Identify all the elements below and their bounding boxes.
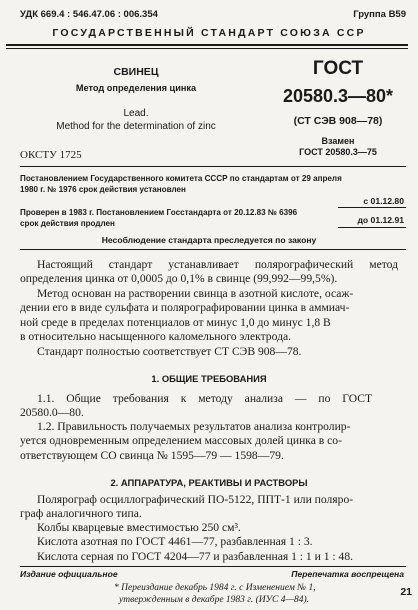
standard-subject-en: Lead. bbox=[123, 108, 149, 119]
replaces-label: Взамен bbox=[321, 136, 355, 146]
paragraph-line: Метод основан на растворении свинца в азотной кислоте, осаж- bbox=[37, 287, 354, 300]
paragraph-line: Настоящий стандарт устанавливает полярографический метод bbox=[37, 258, 398, 271]
state-standard-banner: ГОСУДАРСТВЕННЫЙ СТАНДАРТ СОЮЗА ССР bbox=[52, 27, 366, 39]
replaces-standard: ГОСТ 20580.3—75 bbox=[299, 147, 377, 157]
paragraph-line: ответствующем СО свинца № 1595—79 — 1598—79. bbox=[20, 448, 284, 462]
list-item: Кислота азотная по ГОСТ 4461—77, разбавленная 1 : 3. bbox=[37, 535, 313, 549]
decree-line-2: 1980 г. № 1976 срок действия установлен bbox=[20, 185, 186, 194]
paragraph-line: 1.1. Общие требования к методу анализа — по ГОСТ bbox=[37, 392, 373, 405]
reissue-note-line-1: * Переиздание декабрь 1984 г. с Изменением № 1, bbox=[114, 583, 316, 593]
paragraph-line: в относительно насыщенного каломельного электрода. bbox=[20, 330, 292, 344]
paragraph-line: ной среде в пределах потенциалов от минус 1,0 до минус 1,8 В bbox=[20, 315, 331, 329]
valid-from-rule bbox=[338, 207, 406, 208]
banner-rule-thin bbox=[6, 48, 408, 49]
gost-label: ГОСТ bbox=[312, 58, 364, 79]
udk-code: УДК 669.4 : 546.47.06 : 006.354 bbox=[20, 9, 158, 20]
paragraph-line: 1.2. Правильность получаемых результатов анализа контролир- bbox=[37, 420, 351, 433]
standard-subject: СВИНЕЦ bbox=[113, 66, 159, 78]
list-item: Колбы кварцевые вместимостью 250 см³. bbox=[37, 521, 241, 534]
gost-number: 20580.3—80* bbox=[282, 86, 394, 106]
paragraph-line: уется одновременным определением массовых долей цинка в со- bbox=[20, 434, 342, 448]
valid-to-rule bbox=[338, 227, 406, 228]
decree-line-1: Постановлением Государственного комитета СССР по стандартам от 29 апреля bbox=[20, 174, 342, 183]
paragraph-line: определения цинка от 0,0005 до 0,1% в свинце (99,992—99,5%). bbox=[20, 272, 338, 286]
reprint-prohibited-label: Перепечатка воспрещена bbox=[291, 569, 404, 579]
paragraph-line: дении его в виде сульфата и полярографировании цинка в аммиач- bbox=[20, 301, 350, 315]
section-2-reagent-list bbox=[20, 521, 398, 564]
list-item: Кислота серная по ГОСТ 4204—77 и разбавленная 1 : 1 и 1 : 48. bbox=[37, 549, 354, 563]
paragraph-line: Стандарт полностью соответствует СТ СЭВ 908—78. bbox=[37, 345, 302, 358]
section-1-heading: 1. ОБЩИЕ ТРЕБОВАНИЯ bbox=[151, 373, 267, 384]
intro-scope-paragraph bbox=[20, 258, 398, 287]
intro-compliance-paragraph bbox=[20, 345, 398, 359]
paragraph-line: граф аналогичного типа. bbox=[20, 507, 142, 521]
valid-to-date: до 01.12.91 bbox=[357, 215, 404, 225]
section-2-heading: 2. АППАРАТУРА, РЕАКТИВЫ И РАСТВОРЫ bbox=[110, 477, 308, 488]
group-code: Группа В59 bbox=[353, 9, 406, 20]
valid-from-date: с 01.12.80 bbox=[363, 196, 404, 206]
official-edition-label: Издание официальное bbox=[20, 569, 118, 579]
paragraph-line: 20580.0—80. bbox=[20, 406, 84, 420]
intro-method-paragraph bbox=[20, 287, 398, 345]
footer-rule bbox=[20, 566, 406, 567]
page-number: 21 bbox=[400, 586, 412, 598]
standard-method: Метод определения цинка bbox=[75, 83, 197, 93]
section-1-2-paragraph bbox=[20, 420, 398, 463]
standard-method-en: Method for the determination of zinc bbox=[56, 121, 216, 132]
decree-bottom-rule bbox=[20, 249, 406, 250]
banner-rule-thick bbox=[6, 44, 408, 46]
paragraph-line: Полярограф осциллографический ПО-5122, ППТ-1 или поляро- bbox=[37, 493, 354, 506]
legal-warning: Несоблюдение стандарта преследуется по закону bbox=[101, 235, 317, 245]
section-2-polarograph-paragraph bbox=[20, 493, 398, 522]
check-line-2: срок действия продлен bbox=[20, 219, 115, 228]
okstu-code: ОКСТУ 1725 bbox=[20, 149, 82, 161]
check-line-1: Проверен в 1983 г. Постановлением Госстандарта от 20.12.83 № 6396 bbox=[20, 208, 298, 217]
cmea-standard: (СТ СЭВ 908—78) bbox=[293, 115, 383, 127]
title-bottom-rule bbox=[20, 166, 406, 167]
section-1-1-paragraph bbox=[20, 392, 398, 421]
reissue-note-line-2: утвержденным в декабре 1983 г. (ИУС 4—84). bbox=[119, 595, 309, 605]
